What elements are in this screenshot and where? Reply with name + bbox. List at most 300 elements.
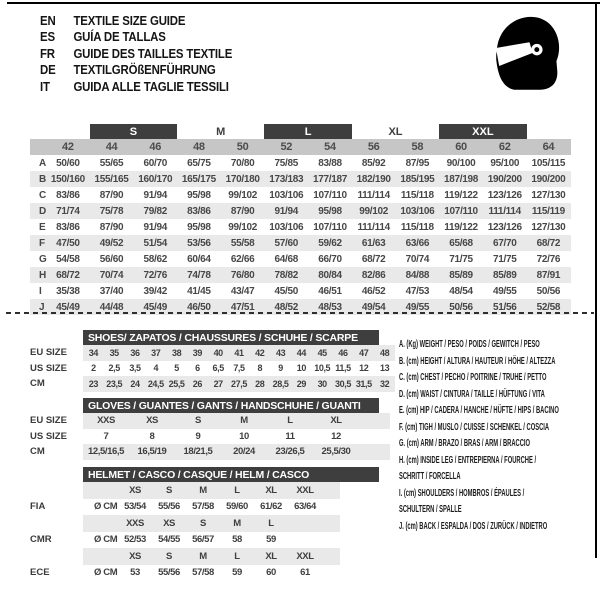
row-label: US SIZE xyxy=(30,362,67,374)
table-row xyxy=(30,203,571,219)
value-cell: 18/21,5 xyxy=(183,446,213,458)
size-number-row xyxy=(30,139,571,155)
value-cell: 32 xyxy=(379,378,390,389)
table-row xyxy=(30,565,575,582)
size-cell: 83/86 xyxy=(56,221,80,233)
size-group-label: M xyxy=(216,125,226,138)
value-cell: 10 xyxy=(296,363,306,374)
size-column-header: 50 xyxy=(236,141,249,153)
size-column-header: 54 xyxy=(324,141,336,153)
value-cell: S xyxy=(195,415,201,427)
helmet-size-header: XS xyxy=(129,550,141,562)
size-group-label: L xyxy=(264,124,351,139)
value-cell: 4 xyxy=(153,363,159,374)
size-cell: 111/114 xyxy=(488,205,521,217)
value-cell: 5 xyxy=(174,363,179,374)
row-letter: C xyxy=(39,189,47,201)
helmet-size-header: M xyxy=(199,550,207,562)
value-cell: 38 xyxy=(171,347,182,358)
size-cell: 61/63 xyxy=(361,237,386,249)
size-cell: 99/102 xyxy=(228,189,257,201)
standard-label: FIA xyxy=(30,501,46,513)
textile-size-table xyxy=(30,124,571,315)
size-cell: 85/89 xyxy=(449,269,473,281)
size-cell: 91/94 xyxy=(143,221,167,233)
size-cell: 78/82 xyxy=(274,269,299,281)
size-cell: 56/60 xyxy=(99,253,124,265)
size-cell: 83/86 xyxy=(56,189,80,201)
size-cell: 173/183 xyxy=(269,173,304,185)
size-cell: 50/56 xyxy=(449,301,473,313)
helmet-size-header: XL xyxy=(265,484,277,496)
size-cell: 71/75 xyxy=(492,253,517,265)
helmet-size-header: XS xyxy=(163,517,175,529)
row-label: US SIZE xyxy=(30,430,67,442)
size-cell: 187/198 xyxy=(444,173,479,185)
size-column-header: 64 xyxy=(542,141,555,153)
size-cell: 49/52 xyxy=(99,237,124,249)
value-cell: 41 xyxy=(234,347,244,358)
language-title-row xyxy=(40,12,232,29)
row-letter: I xyxy=(39,285,42,297)
size-column-header: 44 xyxy=(105,141,118,153)
size-cell: 48/52 xyxy=(274,301,299,313)
size-cell: 62/66 xyxy=(230,253,255,265)
size-cell: 39/42 xyxy=(143,285,167,297)
language-title-row xyxy=(40,78,232,95)
row-letter: F xyxy=(39,237,46,249)
size-cell: 90/100 xyxy=(446,157,476,169)
value-cell: 10 xyxy=(239,430,249,442)
size-cell: 95/100 xyxy=(490,157,520,169)
value-cell: 30,5 xyxy=(335,378,351,389)
legend-item xyxy=(399,370,573,387)
size-cell: 48/54 xyxy=(449,285,473,297)
racing-helmet-icon xyxy=(486,12,568,102)
size-cell: 50/56 xyxy=(536,285,561,297)
legend-line: D. (cm) WAIST / CINTURA / TAILLE / HÜFTUNG / VITA xyxy=(399,388,545,400)
row-cells xyxy=(83,345,395,361)
size-cell: 87/95 xyxy=(405,157,430,169)
size-cell: 37/40 xyxy=(99,285,124,297)
value-cell: 8 xyxy=(149,430,155,442)
language-header xyxy=(40,12,232,95)
value-cell: 26 xyxy=(192,378,202,389)
size-cell: 45/49 xyxy=(56,301,80,313)
size-cell: 105/115 xyxy=(531,157,566,169)
row-cells xyxy=(83,515,340,532)
size-cell: 52/58 xyxy=(536,301,561,313)
size-cell: 99/102 xyxy=(228,221,257,233)
size-cell: 57/60 xyxy=(274,237,299,249)
language-title-row xyxy=(40,29,232,46)
table-row xyxy=(30,219,571,235)
legend-line: I. (cm) SHOULDERS / HOMBROS / ÉPAULES / xyxy=(399,487,525,499)
row-cells xyxy=(83,565,340,582)
value-cell: XS xyxy=(146,415,158,427)
size-cell: 51/54 xyxy=(143,237,167,249)
value-cell: 57/58 xyxy=(192,501,214,513)
helmet-size-header: S xyxy=(166,484,172,496)
value-cell: 11,5 xyxy=(335,363,351,374)
size-cell: 99/102 xyxy=(359,205,389,217)
value-cell: 2,5 xyxy=(108,363,120,374)
size-cell: 185/195 xyxy=(400,173,435,185)
size-cell: 160/170 xyxy=(138,173,173,185)
language-code: EN xyxy=(40,12,56,28)
size-cell: 72/76 xyxy=(143,269,167,281)
table-row xyxy=(30,187,571,203)
size-column-header: 48 xyxy=(193,141,205,153)
shoes-table-title: SHOES/ ZAPATOS / CHAUSSURES / SCHUHE / SCARPE xyxy=(83,330,379,345)
value-cell: 23,5 xyxy=(106,378,123,389)
top-border-line xyxy=(7,2,600,4)
size-column-header: 56 xyxy=(367,141,380,153)
size-column-header: 52 xyxy=(280,141,293,153)
row-letter: E xyxy=(39,221,46,233)
size-cell: 58/62 xyxy=(143,253,167,265)
size-cell: 72/76 xyxy=(536,253,561,265)
size-column-header: 62 xyxy=(498,141,511,153)
size-cell: 55/58 xyxy=(230,237,255,249)
value-cell: XL xyxy=(330,415,342,427)
size-cell: 111/114 xyxy=(357,189,390,201)
value-cell: 47 xyxy=(359,347,369,358)
size-cell: 115/118 xyxy=(400,189,434,201)
value-cell: 2 xyxy=(91,363,96,374)
guide-title: TEXTILE SIZE GUIDE xyxy=(73,12,186,28)
right-border-line xyxy=(595,2,597,558)
value-cell: XXS xyxy=(97,415,115,427)
table-row xyxy=(30,267,571,283)
row-letter: G xyxy=(39,253,47,265)
value-cell: 30 xyxy=(317,378,327,389)
value-cell: 45 xyxy=(317,347,327,358)
size-cell: 119/122 xyxy=(444,221,478,233)
value-cell: 10,5 xyxy=(314,363,331,374)
size-cell: 115/118 xyxy=(400,221,434,233)
value-cell: 6 xyxy=(195,363,200,374)
standard-label: CMR xyxy=(30,534,52,546)
size-cell: 47/50 xyxy=(56,237,80,249)
size-cell: 177/187 xyxy=(312,173,347,185)
size-cell: 127/130 xyxy=(531,221,566,233)
size-cell: 91/94 xyxy=(143,189,167,201)
value-cell: 37 xyxy=(151,347,161,358)
size-group-label: XL xyxy=(388,125,403,138)
legend-line: C. (cm) CHEST / PECHO / POITRINE / TRUHE / PETTO xyxy=(399,372,547,383)
size-cell: 75/78 xyxy=(99,205,124,217)
value-cell: 9 xyxy=(278,363,283,374)
helmet-size-header: XXS xyxy=(126,517,144,529)
size-column-header: 60 xyxy=(455,141,467,153)
row-cells xyxy=(83,548,340,565)
value-cell: 12 xyxy=(331,430,341,442)
size-cell: 190/200 xyxy=(487,173,522,185)
helmet-size-header: XXL xyxy=(296,484,314,496)
helmet-size-header: L xyxy=(234,484,240,496)
legend-item xyxy=(399,387,573,404)
size-cell: 74/78 xyxy=(187,269,211,281)
size-cell: 60/70 xyxy=(143,157,167,169)
size-cell: 35/38 xyxy=(56,285,80,297)
size-cell: 111/114 xyxy=(357,221,390,233)
row-cells xyxy=(83,361,395,377)
size-cell: 65/68 xyxy=(449,237,473,249)
size-column-header: 46 xyxy=(149,141,162,153)
value-cell: L xyxy=(287,415,293,427)
value-cell: 59 xyxy=(232,567,242,579)
value-cell: 27 xyxy=(213,378,223,389)
language-code: FR xyxy=(40,45,55,61)
value-cell: 53/54 xyxy=(124,501,146,513)
helmet-size-header: S xyxy=(200,517,206,529)
size-cell: 67/70 xyxy=(492,237,517,249)
size-cell: 47/53 xyxy=(405,285,430,297)
helmet-size-header: L xyxy=(268,517,274,529)
value-cell: 24,5 xyxy=(147,378,164,389)
value-cell: 6,5 xyxy=(212,363,224,374)
value-cell: 20/24 xyxy=(233,446,255,458)
size-cell: 45/50 xyxy=(274,285,299,297)
size-cell: 71/75 xyxy=(449,253,473,265)
value-cell: 31,5 xyxy=(355,378,372,389)
size-cell: 49/55 xyxy=(405,301,430,313)
value-cell: 7,5 xyxy=(233,363,245,374)
row-cells xyxy=(83,444,390,460)
value-cell: 59 xyxy=(266,534,276,546)
value-cell: 23/26,5 xyxy=(275,446,305,458)
value-cell: 27,5 xyxy=(231,378,247,389)
legend-line: E. (cm) HIP / CADERA / HANCHE / HÜFTE / HIPS / BACINO xyxy=(399,405,559,416)
size-cell: 75/85 xyxy=(274,157,299,169)
measurement-legend xyxy=(399,337,573,535)
size-cell: 41/45 xyxy=(187,285,211,297)
value-cell: 44 xyxy=(296,347,306,358)
helmet-size-header: XL xyxy=(265,550,277,562)
value-cell: 16,5/19 xyxy=(137,446,167,458)
legend-line: G. (cm) ARM / BRAZO / BRAS / ARM / BRACCIO xyxy=(399,438,531,449)
value-cell: 28,5 xyxy=(272,378,289,389)
size-cell: 150/160 xyxy=(50,173,85,185)
helmet-table-title: HELMET / CASCO / CASQUE / HELM / CASCO xyxy=(83,467,379,482)
legend-item xyxy=(399,486,573,519)
value-cell: 34 xyxy=(88,347,98,358)
value-cell: 42 xyxy=(255,347,265,358)
unit-label: Ø CM xyxy=(94,567,118,579)
value-cell: 24 xyxy=(130,378,140,389)
size-cell: 80/84 xyxy=(318,269,342,281)
size-cell: 68/72 xyxy=(56,269,80,281)
guide-title: GUIDE DES TAILLES TEXTILE xyxy=(73,45,233,61)
value-cell: 7 xyxy=(103,430,109,442)
value-cell: 48 xyxy=(379,347,390,358)
guide-title: TEXTILGRÖßENFÜHRUNG xyxy=(73,62,216,78)
value-cell: 56/57 xyxy=(192,534,214,546)
size-cell: 85/89 xyxy=(492,269,517,281)
size-cell: 115/119 xyxy=(531,205,565,217)
value-cell: 12 xyxy=(359,363,369,374)
size-cell: 95/98 xyxy=(187,189,211,201)
language-title-row xyxy=(40,45,232,62)
size-cell: 84/88 xyxy=(405,269,430,281)
row-letter: B xyxy=(39,173,47,185)
size-cell: 49/54 xyxy=(361,301,386,313)
value-cell: 59/60 xyxy=(226,501,248,513)
legend-line: SCHRITT / FORCELLA xyxy=(399,471,461,482)
gloves-table-title: GLOVES / GUANTES / GANTS / HANDSCHUHE / GUANTI xyxy=(83,398,379,413)
legend-line: H. (cm) INSIDE LEG / ENTREPIERNA / FOURCHE / xyxy=(399,454,537,466)
row-cells xyxy=(83,532,340,549)
value-cell: 25,5 xyxy=(168,378,185,389)
size-cell: 48/53 xyxy=(318,301,342,313)
value-cell: 60 xyxy=(266,567,276,579)
size-cell: 71/74 xyxy=(56,205,80,217)
size-cell: 95/98 xyxy=(187,221,211,233)
size-cell: 47/51 xyxy=(230,301,255,313)
size-cell: 123/126 xyxy=(487,221,522,233)
table-row xyxy=(30,548,575,565)
value-cell: 55/56 xyxy=(158,501,180,513)
value-cell: 13 xyxy=(379,363,390,374)
value-cell: 52/53 xyxy=(124,534,146,546)
size-cell: 95/98 xyxy=(318,205,342,217)
language-code: DE xyxy=(40,62,56,78)
value-cell: 23 xyxy=(88,378,98,389)
size-cell: 103/106 xyxy=(269,189,304,201)
legend-line: J. (cm) BACK / ESPALDA / DOS / ZURÜCK / INDIETRO xyxy=(399,520,548,532)
value-cell: 40 xyxy=(213,347,223,358)
standard-label: ECE xyxy=(30,567,50,579)
unit-label: Ø CM xyxy=(94,501,118,513)
value-cell: 57/58 xyxy=(192,567,214,579)
size-cell: 190/200 xyxy=(531,173,566,185)
size-cell: 182/190 xyxy=(356,173,391,185)
helmet-size-header: L xyxy=(234,550,240,562)
row-cells xyxy=(83,376,395,392)
row-label: EU SIZE xyxy=(30,347,67,359)
size-cell: 51/56 xyxy=(492,301,517,313)
value-cell: 9 xyxy=(195,430,201,442)
value-cell: 61/62 xyxy=(260,501,282,513)
size-cell: 87/90 xyxy=(99,189,124,201)
value-cell: 8 xyxy=(257,363,263,374)
size-cell: 155/165 xyxy=(94,173,129,185)
size-cell: 59/62 xyxy=(318,237,342,249)
size-cell: 68/72 xyxy=(361,253,386,265)
size-cell: 70/74 xyxy=(405,253,430,265)
row-cells xyxy=(83,413,390,429)
value-cell: 54/55 xyxy=(158,534,180,546)
value-cell: 55/56 xyxy=(158,567,180,579)
size-cell: 103/106 xyxy=(400,205,435,217)
row-letter: D xyxy=(39,205,47,217)
legend-item xyxy=(399,436,573,453)
size-cell: 53/56 xyxy=(187,237,211,249)
language-code: ES xyxy=(40,29,55,45)
legend-item xyxy=(399,420,573,437)
guide-title: GUÍA DE TALLAS xyxy=(73,29,166,45)
row-label: EU SIZE xyxy=(30,415,67,427)
unit-label: Ø CM xyxy=(94,534,118,546)
size-cell: 82/86 xyxy=(361,269,386,281)
legend-item xyxy=(399,354,573,371)
size-cell: 107/110 xyxy=(313,189,347,201)
row-letter: H xyxy=(39,269,47,281)
guide-title: GUIDA ALLE TAGLIE TESSILI xyxy=(73,78,229,94)
size-cell: 170/180 xyxy=(225,173,260,185)
value-cell: 39 xyxy=(192,347,202,358)
language-code: IT xyxy=(40,78,50,94)
size-cell: 165/175 xyxy=(181,173,216,185)
value-cell: 43 xyxy=(275,347,286,358)
row-letter: J xyxy=(39,301,45,313)
size-cell: 63/66 xyxy=(405,237,430,249)
size-cell: 46/52 xyxy=(361,285,386,297)
value-cell: 58 xyxy=(232,534,242,546)
row-label: CM xyxy=(30,378,45,390)
value-cell: 61 xyxy=(300,567,310,579)
table-row xyxy=(30,251,571,267)
size-cell: 83/88 xyxy=(318,157,342,169)
size-cell: 45/49 xyxy=(143,301,167,313)
row-cells xyxy=(83,482,340,499)
size-cell: 65/75 xyxy=(187,157,211,169)
size-cell: 127/130 xyxy=(531,189,566,201)
size-cell: 107/110 xyxy=(313,221,347,233)
row-letter: A xyxy=(39,157,47,169)
value-cell: 36 xyxy=(130,347,140,358)
dashed-divider xyxy=(6,312,594,314)
size-cell: 46/50 xyxy=(187,301,211,313)
size-column-header: 58 xyxy=(411,141,424,153)
value-cell: 63/64 xyxy=(294,501,316,513)
size-cell: 123/126 xyxy=(487,189,522,201)
size-cell: 50/60 xyxy=(56,157,80,169)
row-label xyxy=(30,482,83,499)
size-cell: 119/122 xyxy=(444,189,478,201)
value-cell: 28 xyxy=(255,378,265,389)
table-row xyxy=(30,171,571,187)
size-cell: 79/82 xyxy=(143,205,167,217)
value-cell: 3,5 xyxy=(129,363,141,374)
size-cell: 85/92 xyxy=(361,157,386,169)
size-cell: 55/65 xyxy=(99,157,124,169)
size-cell: 43/47 xyxy=(230,285,255,297)
helmet-size-header: M xyxy=(233,517,241,529)
row-cells xyxy=(83,499,340,516)
helmet-size-header: XS xyxy=(129,484,141,496)
helmet-size-header: S xyxy=(166,550,172,562)
legend-item xyxy=(399,519,573,536)
size-cell: 87/90 xyxy=(99,221,124,233)
size-table-body xyxy=(30,155,571,315)
row-cells xyxy=(83,429,390,445)
size-cell: 60/64 xyxy=(187,253,211,265)
legend-line: SCHULTERN / SPALLE xyxy=(399,504,462,515)
size-cell: 83/86 xyxy=(187,205,211,217)
size-cell: 64/68 xyxy=(274,253,299,265)
legend-item xyxy=(399,453,573,486)
size-cell: 49/55 xyxy=(492,285,517,297)
value-cell: 25,5/30 xyxy=(321,446,351,458)
legend-line: A. (Kg) WEIGHT / PESO / POIDS / GEWITCH / PESO xyxy=(399,339,540,350)
visor-pivot xyxy=(534,47,539,52)
size-cell: 76/80 xyxy=(230,269,255,281)
size-cell: 103/106 xyxy=(269,221,304,233)
value-cell: 46 xyxy=(338,347,348,358)
size-cell: 91/94 xyxy=(274,205,299,217)
